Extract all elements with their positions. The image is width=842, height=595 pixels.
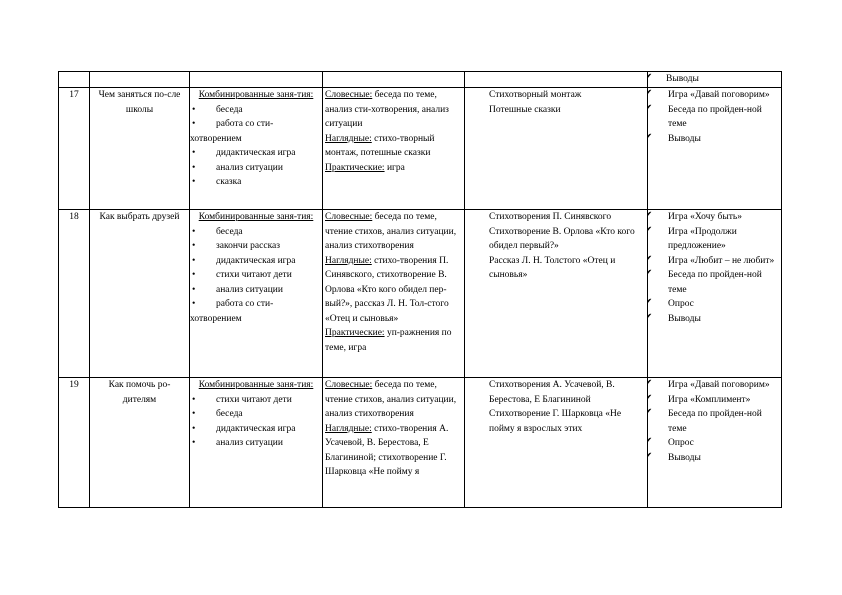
method-block — [325, 132, 462, 161]
form-title: Комбинированные заня-тия: — [198, 212, 314, 222]
method-label: Словесные: — [325, 212, 373, 222]
activity-item: ✔ Игра «Любит – не любит» — [650, 254, 779, 269]
method-block — [325, 88, 462, 132]
method-block — [325, 210, 462, 254]
form-title: Комбинированные заня-тия: — [198, 380, 314, 390]
form-item: • беседа — [192, 103, 320, 118]
activities-cell — [648, 72, 782, 88]
form-item: • анализ ситуации — [192, 161, 320, 176]
method-text: беседа по теме, анализ сти-хотворения, анализ ситуации — [325, 90, 449, 129]
activity-item: ✔ Игра «Продолжи предложение» — [650, 225, 779, 254]
activity-item: ✔ Выводы — [650, 72, 779, 87]
table-row — [59, 88, 782, 210]
method-label: Практические: — [325, 162, 385, 173]
method-block — [325, 161, 462, 176]
form-item: • сказка — [192, 175, 320, 190]
form-item: • работа со сти- — [192, 117, 320, 132]
form-item: • дидактическая игра — [192, 254, 320, 269]
activity-item: ✔ Игра «Хочу быть» — [650, 210, 779, 225]
form-item-cont: хотворением — [190, 313, 242, 324]
form-cell — [190, 210, 323, 378]
method-text: беседа по теме, чтение стихов, анализ ситуации, анализ стихотворения — [325, 380, 457, 419]
method-text: беседа по теме, чтение стихов, анализ ситуации, анализ стихотворения — [325, 212, 457, 251]
topic-cell: Как помочь ро-дителям — [90, 378, 190, 508]
methods-cell — [323, 378, 465, 508]
method-text: стихо-творный монтаж, потешные сказки — [325, 133, 435, 158]
activity-item: ✔ Беседа по пройден-ной теме — [650, 103, 779, 132]
method-label: Практические: — [325, 328, 385, 338]
method-block — [325, 422, 462, 480]
activity-item: ✔ Беседа по пройден-ной теме — [650, 268, 779, 297]
activity-item: ✔ Игра «Давай поговорим» — [650, 88, 779, 103]
material-item: • Рассказ Л. Н. Толстого «Отец и сыновья» — [467, 254, 645, 283]
method-block — [325, 254, 462, 327]
activity-item: ✔ Игра «Комплимент» — [650, 393, 779, 408]
form-cell — [190, 88, 323, 210]
method-text: стихо-творения А. Усачевой, В. Берестова, Е Благининой; стихотворение Г. Шарковца «Не пойму я — [325, 423, 449, 477]
activities-cell — [648, 378, 782, 508]
methods-cell — [323, 88, 465, 210]
num-cell — [59, 72, 90, 88]
method-label: Наглядные: — [325, 423, 372, 434]
method-label: Наглядные: — [325, 133, 372, 144]
method-label: Словесные: — [325, 380, 373, 390]
material-item: • Стихотворение Г. Шарковца «Не пойму я взрослых этих — [467, 407, 645, 436]
activities-cell — [648, 88, 782, 210]
materials-cell — [465, 378, 648, 508]
form-item: • беседа — [192, 225, 320, 240]
methods-cell — [323, 210, 465, 378]
materials-cell — [465, 72, 648, 88]
methods-cell — [323, 72, 465, 88]
form-item: • дидактическая игра — [192, 146, 320, 161]
form-item: • анализ ситуации — [192, 283, 320, 298]
topic-cell — [90, 72, 190, 88]
method-label: Словесные: — [325, 90, 373, 100]
activity-item: ✔ Выводы — [650, 132, 779, 147]
materials-cell — [465, 210, 648, 378]
method-text: уп-ражнения по теме, игра — [325, 328, 452, 353]
form-cell — [190, 72, 323, 88]
activity-item: ✔ Выводы — [650, 451, 779, 466]
lesson-plan-table — [58, 71, 782, 508]
material-item: • Стихотворный монтаж — [467, 88, 645, 103]
table-row — [59, 378, 782, 508]
method-block — [325, 378, 462, 422]
form-item: • стихи читают дети — [192, 393, 320, 408]
table-row — [59, 72, 782, 88]
material-item: • Стихотворения П. Синявского — [467, 210, 645, 225]
method-block — [325, 326, 462, 355]
material-item: • Потешные сказки — [467, 103, 645, 118]
form-item: • анализ ситуации — [192, 436, 320, 451]
form-item: • дидактическая игра — [192, 422, 320, 437]
material-item: • Стихотворения А. Усачевой, В. Берестова, Е Благининой — [467, 378, 645, 407]
row-number: 19 — [59, 378, 90, 508]
row-number: 17 — [59, 88, 90, 210]
activity-item: ✔ Беседа по пройден-ной теме — [650, 407, 779, 436]
row-number: 18 — [59, 210, 90, 378]
materials-cell — [465, 88, 648, 210]
material-item: • Стихотворение В. Орлова «Кто кого обидел первый?» — [467, 225, 645, 254]
form-item-cont: хотворением — [190, 133, 242, 144]
method-label: Наглядные: — [325, 255, 372, 266]
activities-cell — [648, 210, 782, 378]
form-cell — [190, 378, 323, 508]
method-text: игра — [384, 162, 405, 173]
form-item: • стихи читают дети — [192, 268, 320, 283]
form-item: • закончи рассказ — [192, 239, 320, 254]
activity-item: ✔ Опрос — [650, 436, 779, 451]
table-row — [59, 210, 782, 378]
method-text: стихо-творения П. Синявского, стихотворение В. Орлова «Кто кого обидел пер-вый?», рассказ Л. Н. Тол-стого «Отец и сыновья» — [325, 255, 449, 324]
form-item: • беседа — [192, 407, 320, 422]
activity-item: ✔ Игра «Давай поговорим» — [650, 378, 779, 393]
topic-cell: Чем заняться по-сле школы — [90, 88, 190, 210]
topic-cell: Как выбрать друзей — [90, 210, 190, 378]
activity-item: ✔ Опрос — [650, 297, 779, 312]
activity-item: ✔ Выводы — [650, 312, 779, 327]
form-title: Комбинированные заня-тия: — [198, 90, 314, 100]
form-item: • работа со сти- — [192, 297, 320, 312]
